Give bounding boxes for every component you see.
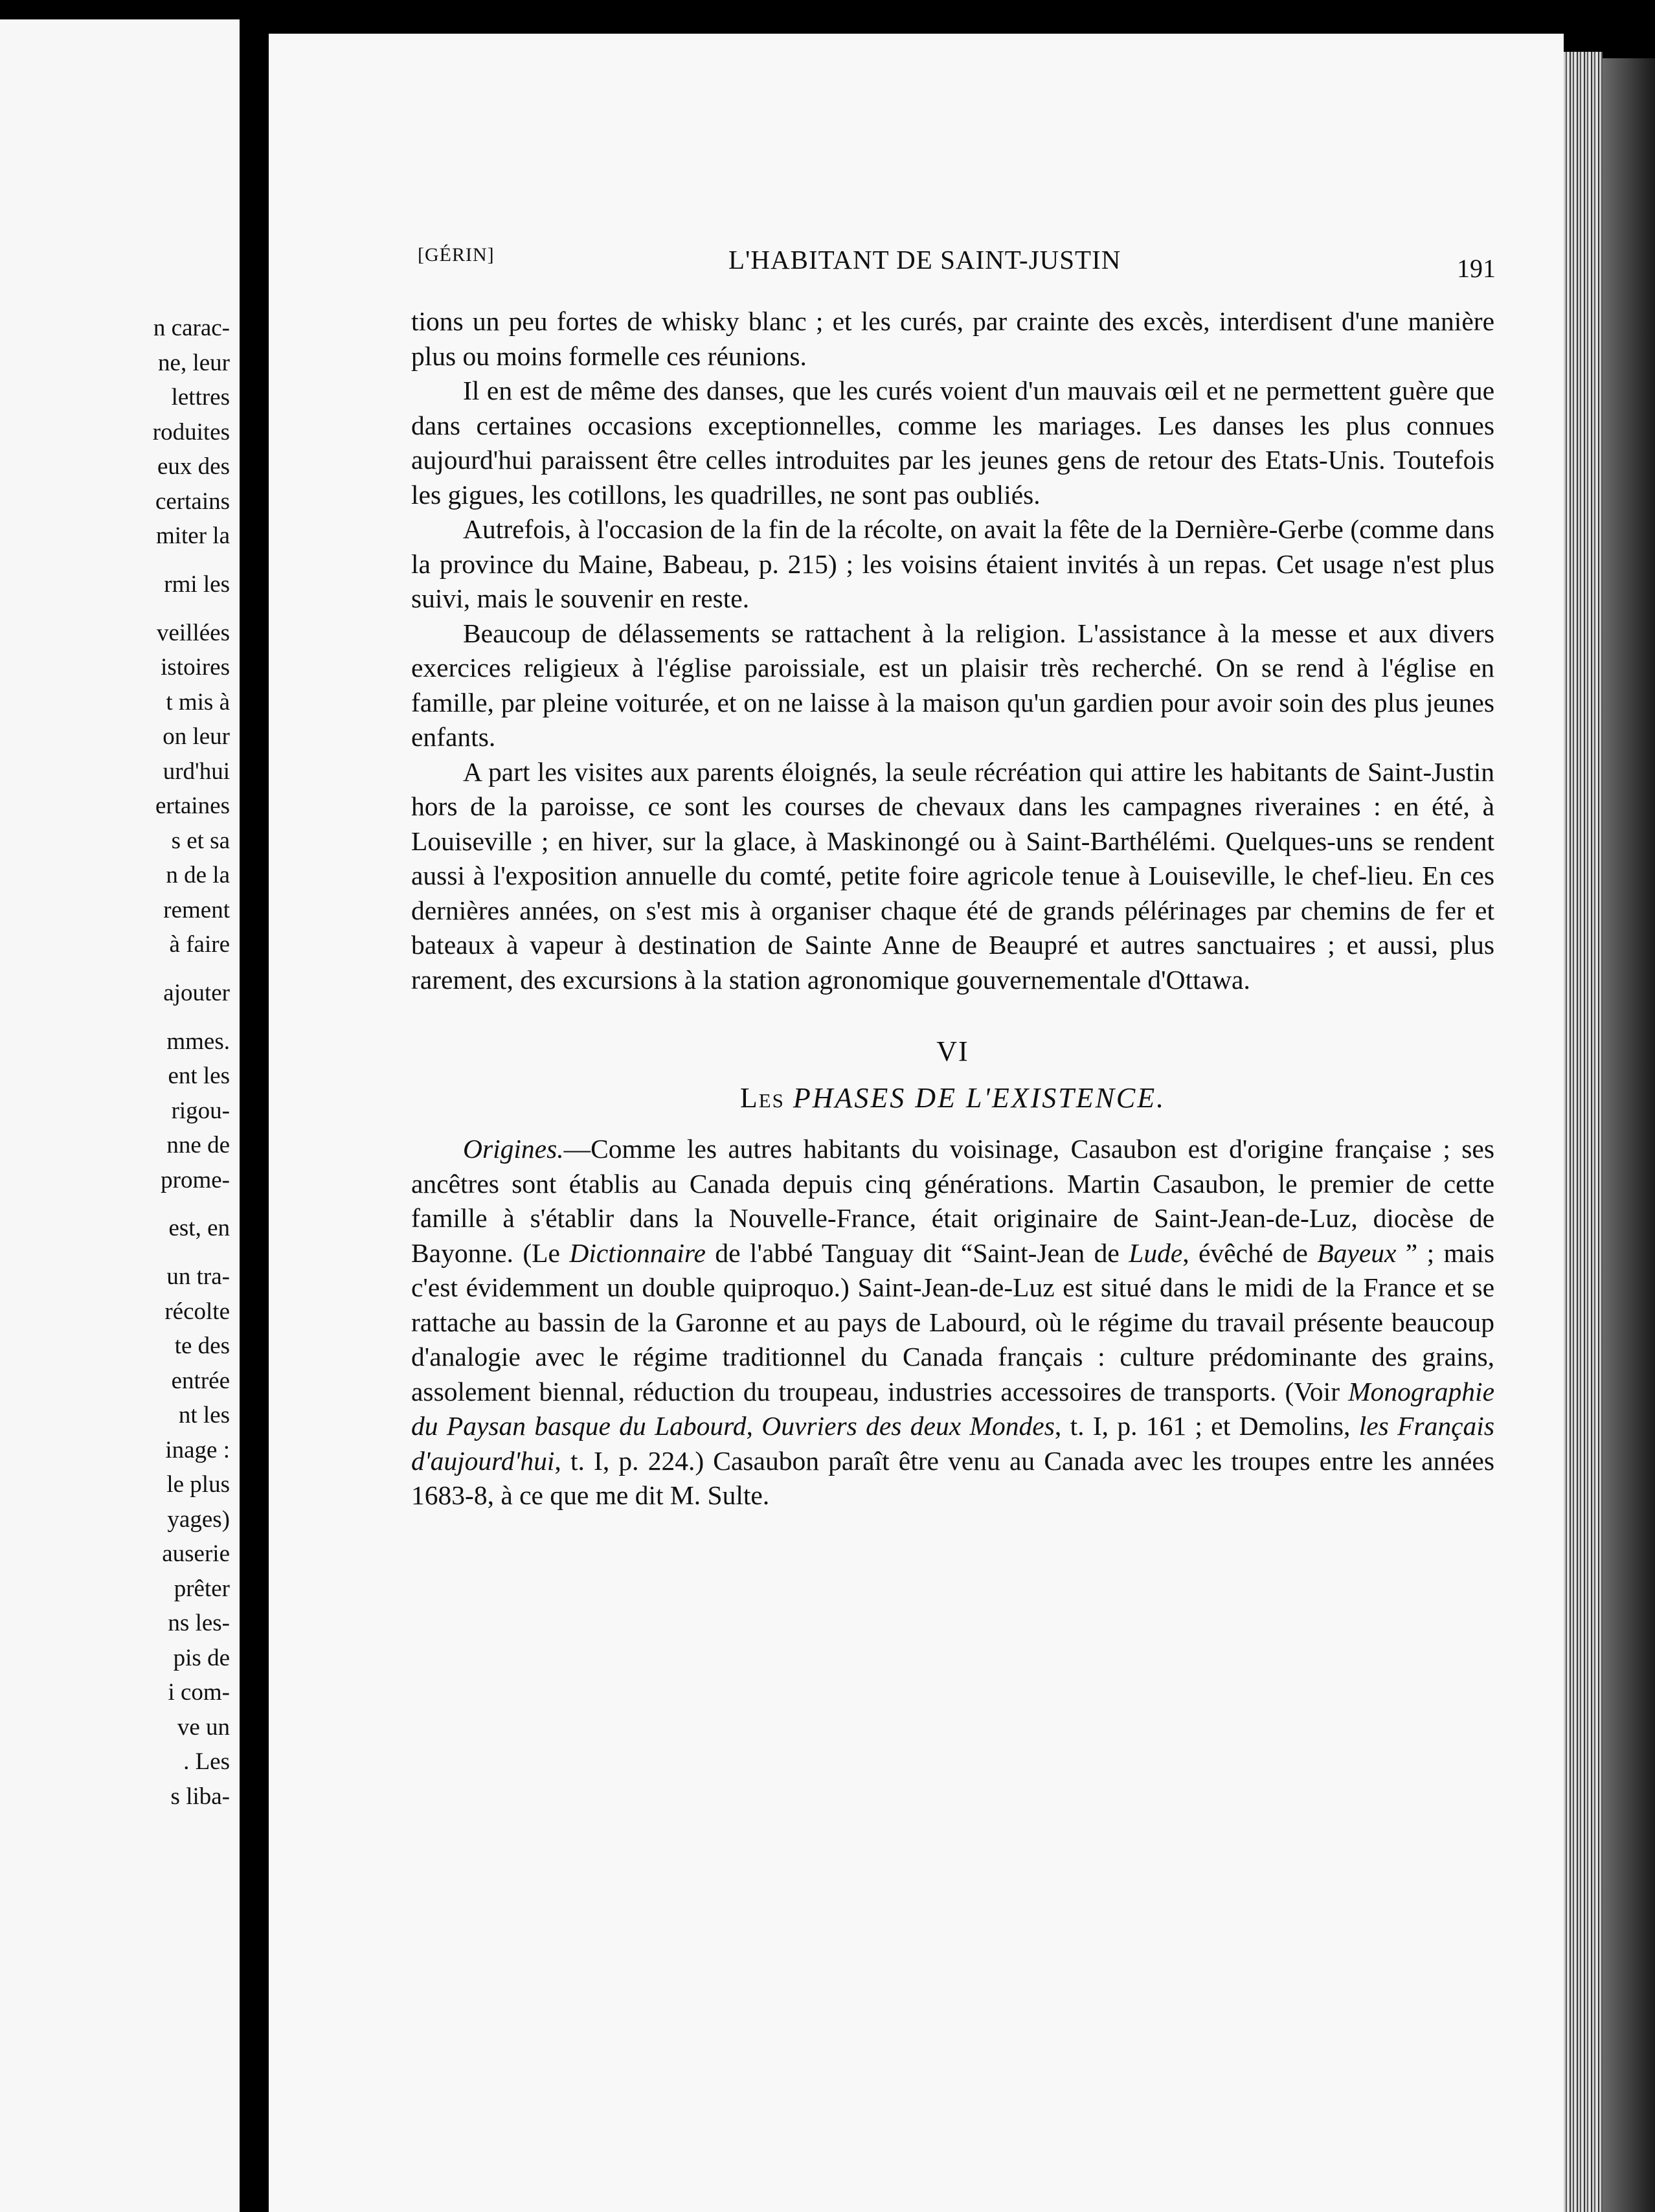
previous-page-line: inage : (165, 1436, 230, 1463)
previous-page-line: n de la (166, 862, 230, 888)
book-page-191 (269, 34, 1564, 2212)
previous-page-line: istoires (161, 654, 230, 681)
previous-page-line: nne de (166, 1132, 230, 1158)
book-edge-shadow (1603, 58, 1655, 2212)
previous-page-line: nt les (178, 1402, 230, 1428)
origines-italic-dictionnaire: Dictionnaire (569, 1237, 706, 1268)
section-title (411, 1079, 1494, 1118)
origines-italic-francais: les Français d'aujourd'hui (411, 1411, 1494, 1476)
paragraph-excursions: A part les visites aux parents éloignés, la seule récréation qui attire les habitants de Saint-Justin hors de la paroisse, ce sont les courses de chevaux dans les campagnes riveraines : en été, à Louiseville ; en hiver, sur la glace, à Maskinongé ou à Saint-Barthélémi. Quelques-uns se rendent aussi à l'exposition annuelle du comté, petite foire agricole tenue à Louiseville, le chef-lieu. En ces dernières années, on s'est mis à organiser chaque été de grands pélérinages par chemins de fer et bateaux à vapeur à destination de Sainte Anne de Beaupré et autres sanctuaires ; et aussi, plus rarement, des excursions à la station agronomique gouvernementale d'Ottawa. (411, 756, 1494, 995)
previous-page-line: est, en (168, 1215, 230, 1241)
previous-page-line: te des (174, 1333, 230, 1359)
section-title-rest: PHASES DE L'EXISTENCE. (793, 1082, 1166, 1114)
section-number: VI (936, 1035, 969, 1067)
previous-page-line: rigou- (171, 1097, 230, 1124)
previous-page-line: ve un (177, 1713, 230, 1741)
previous-page-line: eux des (157, 453, 230, 480)
page-edge-stack (1564, 52, 1603, 2212)
previous-page-line: roduites (152, 418, 230, 446)
origines-text-1: —Comme les autres habitants du voisinage, Casaubon est d'origine française ; ses ancêtres sont établis au Canada depuis cinq générations. Martin Casaubon, le premier de cette famille à s'établir dans la Nouvelle-France, était originaire de Saint-Jean-de-Luz, diocèse de Bayonne. (Le (411, 1134, 1494, 1268)
previous-page-line: urd'hui (163, 758, 230, 785)
previous-page-line: lettres (171, 384, 230, 411)
previous-page-line: i com- (168, 1679, 230, 1706)
running-head (418, 244, 1496, 296)
page-body (411, 304, 1494, 1513)
previous-page-line: yages) (167, 1506, 230, 1533)
previous-page-line: veillées (156, 619, 230, 646)
previous-page-line: t mis à (166, 688, 230, 716)
previous-page-line: certains (155, 488, 230, 515)
origines-text-2: de l'abbé Tanguay dit “Saint-Jean de (705, 1237, 1129, 1268)
paragraph-continuation: tions un peu fortes de whisky blanc ; et les curés, par crainte des excès, interdisent d'une manière plus ou moins formelle ces réunions. (411, 306, 1494, 371)
previous-page-line: s liba- (170, 1783, 230, 1810)
previous-page-line: rement (163, 896, 230, 923)
previous-page-line: le plus (166, 1471, 230, 1498)
paragraph-origines (411, 1132, 1494, 1513)
previous-page-line: auserie (162, 1541, 230, 1567)
previous-page-line: un tra- (166, 1263, 230, 1290)
previous-page-line: rmi les (164, 570, 230, 598)
previous-page-line-endings (0, 311, 230, 1814)
previous-page-line: . Les (183, 1748, 230, 1775)
previous-page-line: pis de (173, 1644, 230, 1671)
origines-italic-bayeux: Bayeux (1317, 1237, 1397, 1268)
origines-text-5: , t. I, p. 161 ; et Demolins, (1054, 1411, 1359, 1441)
previous-page-line: à faire (169, 931, 230, 958)
previous-page-line: prêter (174, 1575, 230, 1602)
paragraph-dances: Il en est de même des danses, que les curés voient d'un mauvais œil et ne permettent guère que dans certaines occasions exceptionnelles, comme les mariages. Les danses les plus connues aujourd'hui paraissent être celles introduites par les jeunes gens de retour des Etats-Unis. Toutefois les gigues, les cotillons, les quadrilles, ne sont pas oubliés. (411, 376, 1494, 510)
previous-page-line: ent les (168, 1063, 230, 1089)
previous-page-line: on leur (163, 723, 230, 750)
previous-page-line: mmes. (166, 1028, 230, 1055)
previous-page-line: ajouter (163, 979, 230, 1006)
origines-italic-monographie: Monographie du Paysan basque du Labourd, Ouvriers des deux Mondes (411, 1376, 1494, 1441)
previous-page-line: n carac- (153, 315, 230, 341)
previous-page-fragment (0, 19, 240, 2212)
page-number: 191 (1457, 254, 1496, 283)
paragraph-religion: Beaucoup de délassements se rattachent à la religion. L'assistance à la messe et aux divers exercices religieux à l'église paroissiale, est un plaisir très recherché. On se rend à l'église en famille, par pleine voiturée, et on ne laisse à la maison qu'un gardien pour avoir soin des plus jeunes enfants. (411, 618, 1494, 752)
author-tag: [GÉRIN] (418, 244, 495, 265)
previous-page-line: ne, leur (158, 349, 230, 376)
origines-text-6: , t. I, p. 224.) Casaubon paraît être venu au Canada avec les troupes entre les années 1683-8, à ce que me dit M. Sulte. (411, 1445, 1494, 1510)
previous-page-line: prome- (161, 1166, 230, 1193)
origines-text-3: , évêché de (1182, 1237, 1318, 1268)
previous-page-line: s et sa (171, 827, 230, 854)
book-gutter (240, 0, 269, 2212)
previous-page-line: miter la (155, 523, 230, 549)
running-title: L'HABITANT DE SAINT-JUSTIN (728, 245, 1121, 275)
previous-page-line: récolte (164, 1298, 230, 1325)
section-title-lead: Les (739, 1082, 785, 1114)
paragraph-derniere-gerbe: Autrefois, à l'occasion de la fin de la récolte, on avait la fête de la Dernière-Gerbe (comme dans la province du Maine, Babeau, p. 215) ; les voisins étaient invités à un repas. Cet usage n'est plus suivi, mais le souvenir en reste. (411, 514, 1494, 613)
previous-page-line: entrée (171, 1367, 230, 1394)
origines-label: Origines. (463, 1134, 564, 1164)
origines-text-4: ” ; mais c'est évidemment un double quiproquo.) Saint-Jean-de-Luz est situé dans le midi de la France et se rattache au bassin de la Garonne et au pays de Labourd, où le régime du travail présente beaucoup d'analogie avec le régime traditionnel du Canada français : culture prédominante des grains, assolement biennal, réduction du troupeau, industries accessoires de transports. (Voir (411, 1237, 1494, 1406)
previous-page-line: ertaines (155, 793, 230, 819)
origines-italic-lude: Lude (1129, 1237, 1183, 1268)
previous-page-line: ns les- (168, 1610, 230, 1636)
